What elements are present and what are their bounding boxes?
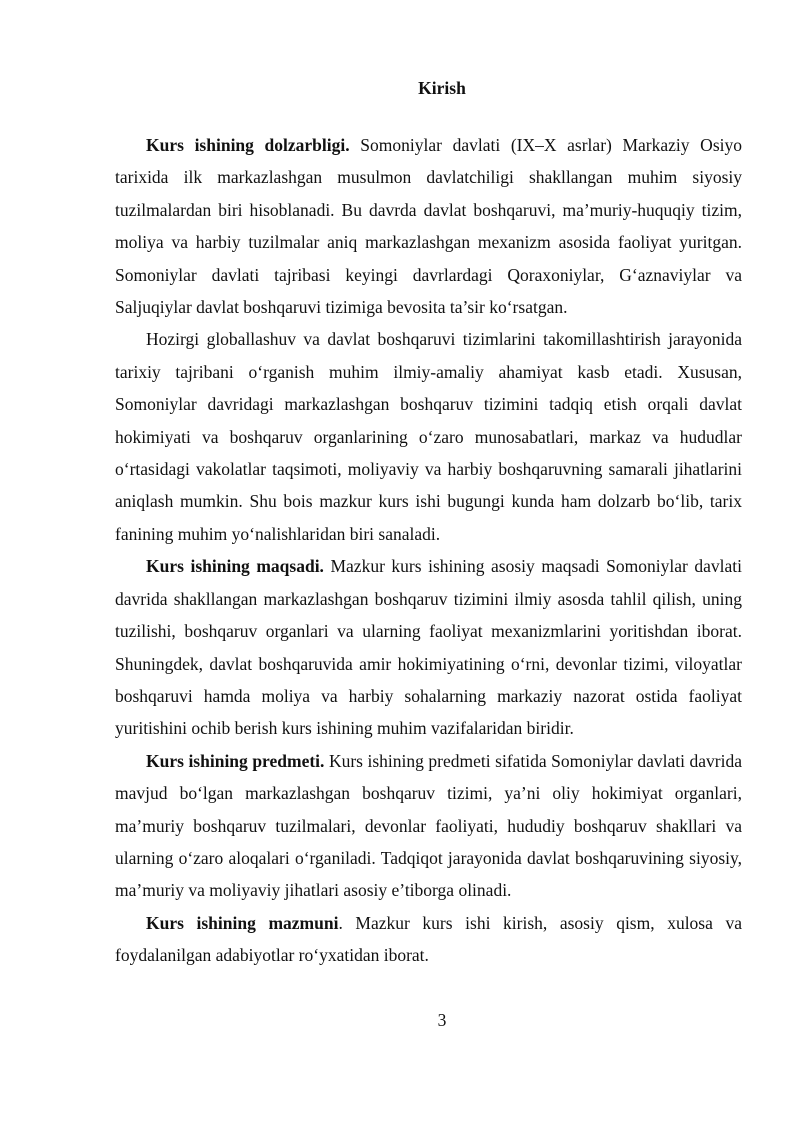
paragraph-text: Hozirgi globallashuv va davlat boshqaruvi tizimlarini takomillashtirish jarayonida tarixiy tajribani o‘rganish muhim ilmiy-amaliy ahamiyat kasb etadi. Xususan, Somoniylar davridagi markazlashgan boshqaruv tizimini tadqiq etish orqali davlat hokimiyati va boshqaruv organlarining o‘zaro munosabatlari, markaz va hududlar o‘rtasidagi vakolatlar taqsimoti, moliyaviy va harbiy boshqaruvning samarali jihatlarini aniqlash mumkin. Shu bois mazkur kurs ishi bugungi kunda ham dolzarb bo‘lib, tarix fanining muhim yo‘nalishlaridan biri sanaladi. [115, 329, 742, 544]
paragraph-text: . Mazkur kurs ishi kirish, asosiy qism, xulosa va foydalanilgan adabiyotlar ro‘yxatidan iborat. [115, 912, 742, 966]
paragraph-content [115, 907, 742, 972]
paragraph-lead: Kurs ishining maqsadi. [146, 556, 324, 577]
paragraph-text: Somoniylar davlati (IX–X asrlar) Markaziy Osiyo tarixida ilk markazlashgan musulmon davlatchiligi shakllangan muhim siyosiy tuzilmalardan biri hisoblanadi. Bu davrda davlat boshqaruvi, ma’muriy-huquqiy tizim, moliya va harbiy tuzilmalar aniq markazlashgan mexanizm asosida faoliyat yuritgan. Somoniylar davlati tajribasi keyingi davrlardagi Qoraxoniylar, G‘aznaviylar va Saljuqiylar davlat boshqaruvi tizimiga bevosita ta’sir ko‘rsatgan. [115, 135, 742, 318]
paragraph-relevance [115, 129, 742, 323]
paragraph-goal [115, 550, 742, 744]
paragraph-text: Kurs ishining predmeti sifatida Somoniylar davlati davrida mavjud bo‘lgan markazlashgan boshqaruv tizimi, ya’ni oliy hokimiyat organlari, ma’muriy boshqaruv tuzilmalari, devonlar faoliyati, hududiy boshqaruv shakllari va ularning o‘zaro aloqalari o‘rganiladi. Tadqiqot jarayonida davlat boshqaruvining siyosiy, ma’muriy va moliyaviy jihatlari asosiy e’tiborga olinadi. [115, 750, 742, 901]
paragraph-subject [115, 745, 742, 907]
paragraph-text: Mazkur kurs ishining asosiy maqsadi Somoniylar davlati davrida shakllangan markazlashgan boshqaruv tizimini ilmiy asosda tahlil qilish, uning tuzilishi, boshqaruv organlari va ularning faoliyat mexanizmlarini yoritishdan iborat. Shuningdek, davlat boshqaruvida amir hokimiyatining o‘rni, devonlar tizimi, viloyatlar boshqaruvi hamda moliya va harbiy sohalarning markaziy nazorat ostida faoliyat yuritishini ochib berish kurs ishining muhim vazifalaridan biridir. [115, 556, 743, 739]
paragraph-lead: Kurs ishining mazmuni [146, 912, 339, 933]
paragraph-lead: Kurs ishining dolzarbligi. [146, 135, 350, 155]
page-number: 3 [437, 1010, 447, 1030]
body-text [115, 129, 742, 972]
page-title: Kirish [418, 78, 466, 98]
paragraph-lead: Kurs ishining predmeti. [146, 750, 325, 771]
paragraph-context [115, 323, 742, 550]
